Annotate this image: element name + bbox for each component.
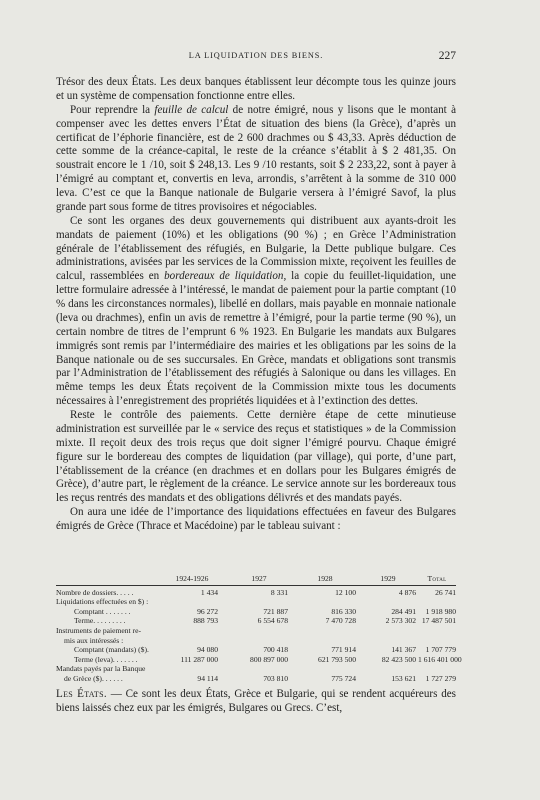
table-row-label: Terme (leva). . . . . . .	[74, 654, 138, 664]
table-cell: 96 272	[197, 606, 218, 616]
table-cell: 141 367	[391, 645, 416, 655]
page-number: 227	[438, 50, 456, 62]
table-cell: 111 287 000	[180, 654, 218, 664]
table-header-cell: 1928	[317, 574, 333, 583]
page-header	[56, 51, 456, 65]
table-body	[56, 587, 462, 684]
table-row-label: Liquidations effectuées en $) :	[56, 597, 149, 607]
table-cell: 700 418	[263, 645, 288, 655]
table-cell: 703 810	[263, 673, 288, 683]
paragraph-4: Reste le contrôle des paiements. Cette dernière étape de cette minutieuse administration est surveillée par le « service des reçus et statistiques » de la Commission mixte. Il reçoit deux des trois reçus que doit signer l’émigré pourvu. Chaque émigré figure sur le bordereau des comptes de liquidation (par village), qui porte, d’une part, l’établissement de la créance (en drachmes et en dollars pour les Bulgares émigrés de Grèce), d’autre part, le règlement de la créance. Le service annote sur les bordereaux tous les reçus rentrés des mandats et des obligations délivrés et des mandats payés.	[56, 409, 456, 505]
table-row	[56, 607, 456, 617]
table-cell: 1 727 279	[425, 673, 456, 683]
paragraph-3-lead: Ce sont les organes des deux gouvernements qui distribuent aux ayants-droit les mandats de paiement (10%) et les obligations (90 %) ; en Grèce l’Administration générale de l’établissement des réfugiés, en Bulgarie, la Dette publique bulgare. Ces administrations, avisées par les services de la Commission mixte, reçoivent les feuilles de calcul, rassemblées en	[56, 214, 456, 283]
table-row-label: Nombre de dossiers. . . . .	[56, 587, 134, 597]
table-row-label: de Grèce ($). . . . . .	[64, 673, 123, 683]
table-cell: 12 100	[335, 587, 356, 597]
table-row-label: Mandats payés par la Banque	[56, 664, 146, 674]
table-cell: 816 330	[331, 606, 356, 616]
table-row	[56, 636, 456, 646]
table-row	[56, 654, 462, 665]
paragraph-2-emphasis: feuille de calcul	[154, 103, 229, 116]
table-cell: 284 491	[391, 606, 416, 616]
table-cell: 7 470 728	[325, 616, 356, 626]
table-header-cell: 1927	[251, 574, 267, 583]
paragraph-2	[56, 104, 456, 215]
section-les-etats	[56, 688, 456, 716]
table-row	[56, 597, 456, 607]
table-cell: 1 918 980	[425, 606, 456, 616]
table-row	[56, 588, 456, 598]
liquidation-table	[56, 574, 462, 684]
table-cell: 4 876	[398, 587, 416, 597]
table-cell: 8 331	[270, 587, 288, 597]
table-rule	[56, 585, 456, 586]
table-row-label: Instruments de paiement re-	[56, 625, 141, 635]
paragraph-3	[56, 215, 456, 409]
table-row-label: Comptant (mandats) ($).	[74, 645, 149, 655]
table-cell: 6 554 678	[257, 616, 288, 626]
table-cell: 1 707 779	[425, 645, 456, 655]
table-row-label: mis aux intéressés :	[64, 635, 124, 645]
paragraph-2-rest: de notre émigré, nous y lisons que le montant à compenser avec les dettes envers l’État de situation des biens (la Grèce), d’après un certificat de l’éphorie financière, est de 2 600 drachmes ou $ 43,33. Après déduction de cette somme de la créance-capital, le reste de la créance s’établit à $ 2 481,35. On soustrait encore le 1 /10, soit $ 248,13. Les 9 /10 restants, soit $ 2 233,22, sont à payer à l’émigré au comptant et, convertis en leva, arrondis, s’arrêtent à la somme de 310 000 leva. C’est ce que la Banque nationale de Bulgarie versera à l’émigré Savof, la plus grande part sous forme de titres provisoires et négociables.	[56, 103, 457, 213]
table-cell: 888 793	[193, 616, 218, 626]
paragraph-5: On aura une idée de l’importance des liquidations effectuées en faveur des Bulgares émigrés de Grèce (Thrace et Macédoine) par le tableau suivant :	[56, 506, 456, 532]
paragraph-2-lead: Pour reprendre la	[70, 103, 155, 116]
table-row-label: Comptant . . . . . . .	[74, 606, 131, 616]
table-cell: 26 741	[435, 587, 456, 597]
main-text	[56, 76, 456, 534]
table-row	[56, 674, 456, 684]
table-header-cell: Total	[427, 574, 447, 583]
table-cell: 775 724	[331, 673, 356, 683]
table-cell: 771 914	[331, 645, 356, 655]
table-cell: 1 434	[200, 587, 218, 597]
table-cell: 1 616 401 000	[418, 654, 462, 664]
paragraph-6-text: — Ce sont les deux États, Grèce et Bulgarie, qui se rendent acquéreurs des biens laissés chez eux par les émigrés, Bulgares ou Grecs. C’est,	[56, 688, 456, 714]
table-cell: 2 573 302	[385, 616, 416, 626]
table-row	[56, 626, 456, 636]
table-cell: 82 423 500	[381, 654, 416, 664]
table-cell: 153 621	[391, 673, 416, 683]
table-row-label: Terme. . . . . . . . .	[74, 616, 126, 626]
paragraph-1: Trésor des deux États. Les deux banques établissent leur décompte tous les quinze jours et un système de compensation fonctionne entre elles.	[56, 76, 456, 102]
table-row	[56, 645, 456, 655]
running-title: LA LIQUIDATION DES BIENS.	[188, 51, 324, 60]
table-cell: 800 897 000	[250, 654, 288, 664]
paragraph-3-rest: la copie du feuillet-liquidation, une lettre formulaire adressée à l’intéressé, le mandat de paiement pour la partie comptant (10 % dans les circonstances normales), libellé en dollars, mais payable en monnaie nationale (leva ou drachmes), enfin un avis de remettre à l’émigré, pour la partie terme (90 %), un certain nombre de titres de l’emprunt 6 % 1923. En Bulgarie les mandats aux Bulgares immigrés sont remis par l’intermédiaire des mairies et les obligations par les soins de la Banque nationale ou de ses succursales. En Grèce, mandats et obligations sont transmis par l’Administration de l’établissement des réfugiés à Salonique ou dans les villages. En même temps les deux États reçoivent de la Commission mixte tous les documents nécessaires à l’enregistrement des propriétés liquidées et à l’extinction des dettes.	[56, 270, 456, 408]
table-header-cell: 1924-1926	[175, 574, 209, 583]
section-heading: Les États.	[56, 688, 107, 700]
table-cell: 94 080	[197, 645, 218, 655]
paragraph-3-emphasis: bordereaux de liquidation,	[164, 270, 287, 283]
table-cell: 17 487 501	[421, 616, 456, 626]
table-header-cell: 1929	[380, 574, 396, 583]
table-cell: 721 887	[263, 606, 288, 616]
table-header-row	[56, 574, 456, 584]
table-row	[56, 616, 456, 626]
table-row	[56, 664, 456, 674]
table-cell: 621 793 500	[318, 654, 356, 664]
paragraph-6	[56, 688, 456, 716]
table-cell: 94 114	[197, 673, 218, 683]
